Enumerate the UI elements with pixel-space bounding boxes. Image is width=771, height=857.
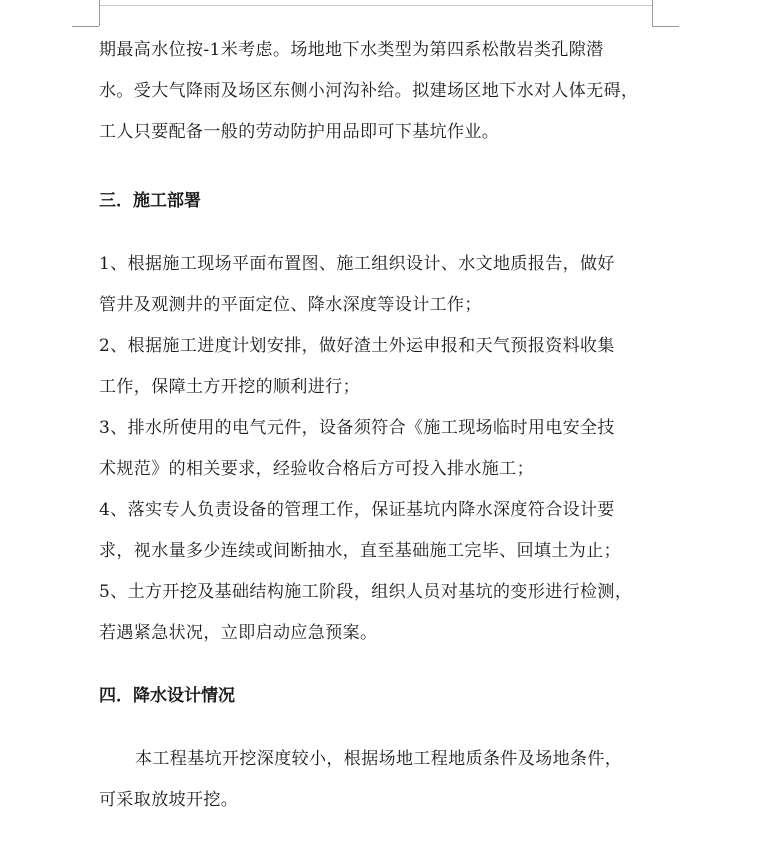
- text-line: 4、落实专人负责设备的管理工作，保证基坑内降水深度符合设计要: [99, 500, 615, 520]
- section-heading: 三．施工部署: [99, 191, 201, 211]
- text-line: 1、根据施工现场平面布置图、施工组织设计、水文地质报告，做好: [99, 254, 615, 274]
- text-line: 期最高水位按-1米考虑。场地地下水类型为第四系松散岩类孔隙潜: [99, 40, 604, 60]
- list-item: [99, 326, 659, 408]
- text-line: 工人只要配备一般的劳动防护用品即可下基坑作业。: [99, 122, 500, 142]
- list-item: [99, 572, 659, 654]
- section-heading: 四．降水设计情况: [99, 686, 235, 706]
- margin-mark-left-vertical: [99, 0, 100, 26]
- text-line: 若遇紧急状况，立即启动应急预案。: [99, 623, 378, 643]
- margin-mark-right-vertical: [652, 0, 653, 26]
- text-line: 水。受大气降雨及场区东侧小河沟补给。拟建场区地下水对人体无碍，: [99, 81, 639, 101]
- list-item: [99, 490, 659, 572]
- text-line: 3、排水所使用的电气元件，设备须符合《施工现场临时用电安全技: [99, 418, 615, 438]
- text-line: 术规范》的相关要求，经验收合格后方可投入排水施工；: [99, 459, 534, 479]
- section3-list: [99, 244, 659, 654]
- text-line: 可采取放坡开挖。: [99, 790, 239, 810]
- section4-paragraph: [99, 739, 659, 821]
- text-line: 本工程基坑开挖深度较小，根据场地工程地质条件及场地条件，: [135, 749, 623, 769]
- spacer: [99, 222, 659, 244]
- spacer: [99, 654, 659, 676]
- text-line: 管井及观测井的平面定位、降水深度等设计工作；: [99, 295, 482, 315]
- list-item: [99, 408, 659, 490]
- text-line: 工作，保障土方开挖的顺利进行；: [99, 377, 360, 397]
- page-top-border: [99, 5, 652, 6]
- list-item: [99, 244, 659, 326]
- margin-mark-left-horizontal: [72, 26, 99, 27]
- text-line: 2、根据施工进度计划安排，做好渣土外运申报和天气预报资料收集: [99, 336, 615, 356]
- text-line: 求，视水量多少连续或间断抽水，直至基础施工完毕、回填土为止；: [99, 541, 621, 561]
- text-line: 5、土方开挖及基础结构施工阶段，组织人员对基坑的变形进行检测，: [99, 582, 633, 602]
- intro-paragraph: [99, 30, 659, 153]
- document-body: [99, 30, 659, 821]
- spacer: [99, 153, 659, 181]
- spacer: [99, 717, 659, 739]
- margin-mark-right-horizontal: [652, 26, 679, 27]
